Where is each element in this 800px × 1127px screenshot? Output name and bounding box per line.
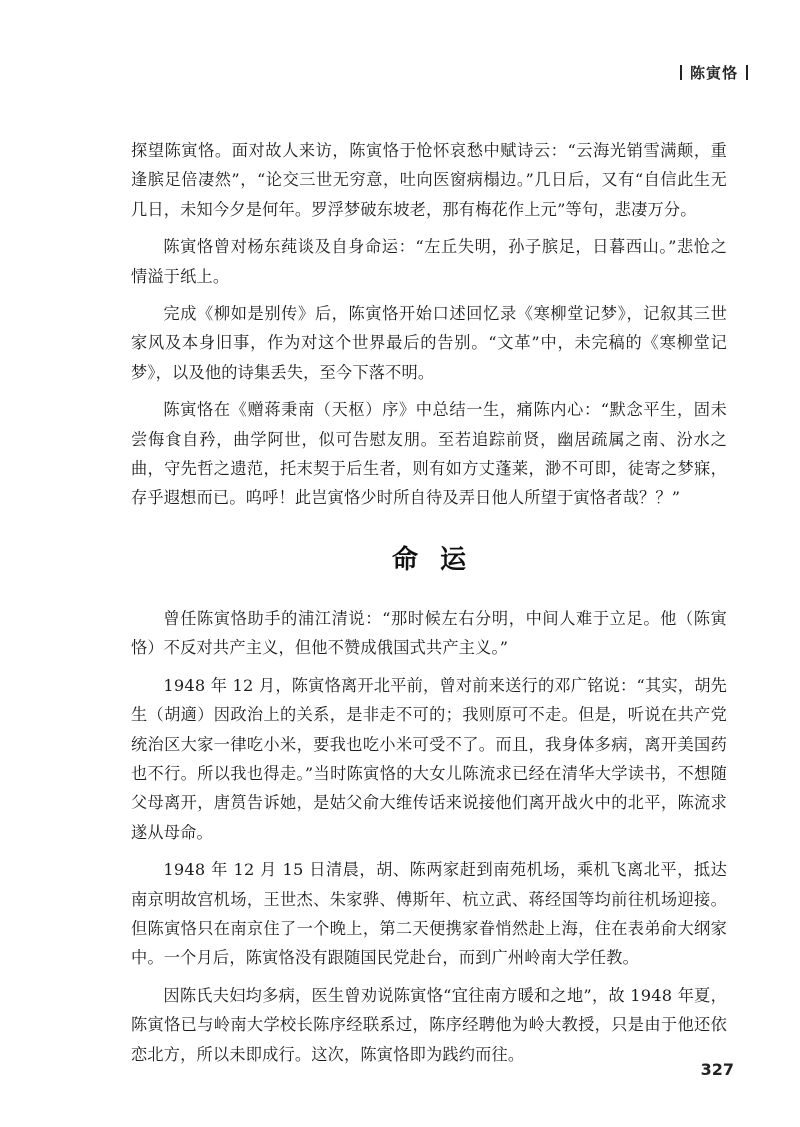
paragraph: 探望陈寅恪。面对故人来访，陈寅恪于怆怀哀愁中赋诗云：“云海光销雪满颠，重逢膑足倍凄然”，“论交三世无穷意，吐向医窗病榻边。”几日后，又有“自信此生无几日，未知今夕是何年。罗浮梦破东坡老，那有梅花作上元”等句，悲凄万分。: [131, 141, 727, 219]
paragraph: 完成《柳如是别传》后，陈寅恪开始口述回忆录《寒柳堂记梦》，记叙其三世家风及本身旧事，作为对这个世界最后的告别。“文革”中，未完稿的《寒柳堂记梦》，以及他的诗集丢失，至今下落不明。: [131, 304, 727, 382]
paragraph: 因陈氏夫妇均多病，医生曾劝说陈寅恪“宜往南方暖和之地”，故 1948 年夏，陈寅恪已与岭南大学校长陈序经联系过，陈序经聘他为岭大教授，只是由于他还依恋北方，所以未即成行。这次，陈寅恪即为践约而往。: [131, 985, 727, 1064]
paragraph: 1948 年 12 月 15 日清晨，胡、陈两家赶到南苑机场，乘机飞离北平，抵达南京明故宫机场，王世杰、朱家骅、傅斯年、杭立武、蒋经国等均前往机场迎接。但陈寅恪只在南京住了一个晚上，第二天便携家眷悄然赴上海，住在表弟俞大纲家中。一个月后，陈寅恪没有跟随国民党赴台，而到广州岭南大学任教。: [131, 860, 727, 968]
running-header: [672, 62, 756, 83]
paragraph: 曾任陈寅恪助手的浦江清说：“那时候左右分明，中间人难于立足。他（陈寅恪）不反对共产主义，但他不赞成俄国式共产主义。”: [131, 608, 727, 658]
page-number: 327: [700, 1060, 734, 1079]
paragraph: 陈寅恪在《赠蒋秉南（天枢）序》中总结一生，痛陈内心：“默念平生，固未尝侮食自矜，曲学阿世，似可告慰友朋。至若追踪前贤，幽居疏属之南、汾水之曲，守先哲之遗范，托末契于后生者，则有如方丈蓬莱，渺不可即，徒寄之梦寐，存乎遐想而已。呜呼！此岂寅恪少时所自待及弄日他人所望于寅恪者哉？？”: [131, 400, 727, 508]
body-text: [131, 136, 727, 1077]
header-divider-right: [746, 65, 748, 80]
paragraph: 1948 年 12 月，陈寅恪离开北平前，曾对前来送行的邓广铭说：“其实，胡先生（胡適）因政治上的关系，是非走不可的；我则原可不走。但是，听说在共产党统治区大家一律吃小米，要我也吃小米可受不了。而且，我身体多病，离开美国药也不行。所以我也得走。”当时陈寅恪的大女儿陈流求已经在清华大学读书，不想随父母离开，唐筼告诉她，是姑父俞大维传话来说接他们离开战火中的北平，陈流求遂从母命。: [131, 675, 727, 842]
paragraph: 陈寅恪曾对杨东莼谈及自身命运：“左丘失明，孙子膑足，日暮西山。”悲怆之情溢于纸上。: [131, 237, 727, 286]
running-title: 陈寅恪: [689, 64, 738, 82]
header-divider-left: [680, 65, 682, 80]
section-heading: 命运: [391, 544, 488, 575]
